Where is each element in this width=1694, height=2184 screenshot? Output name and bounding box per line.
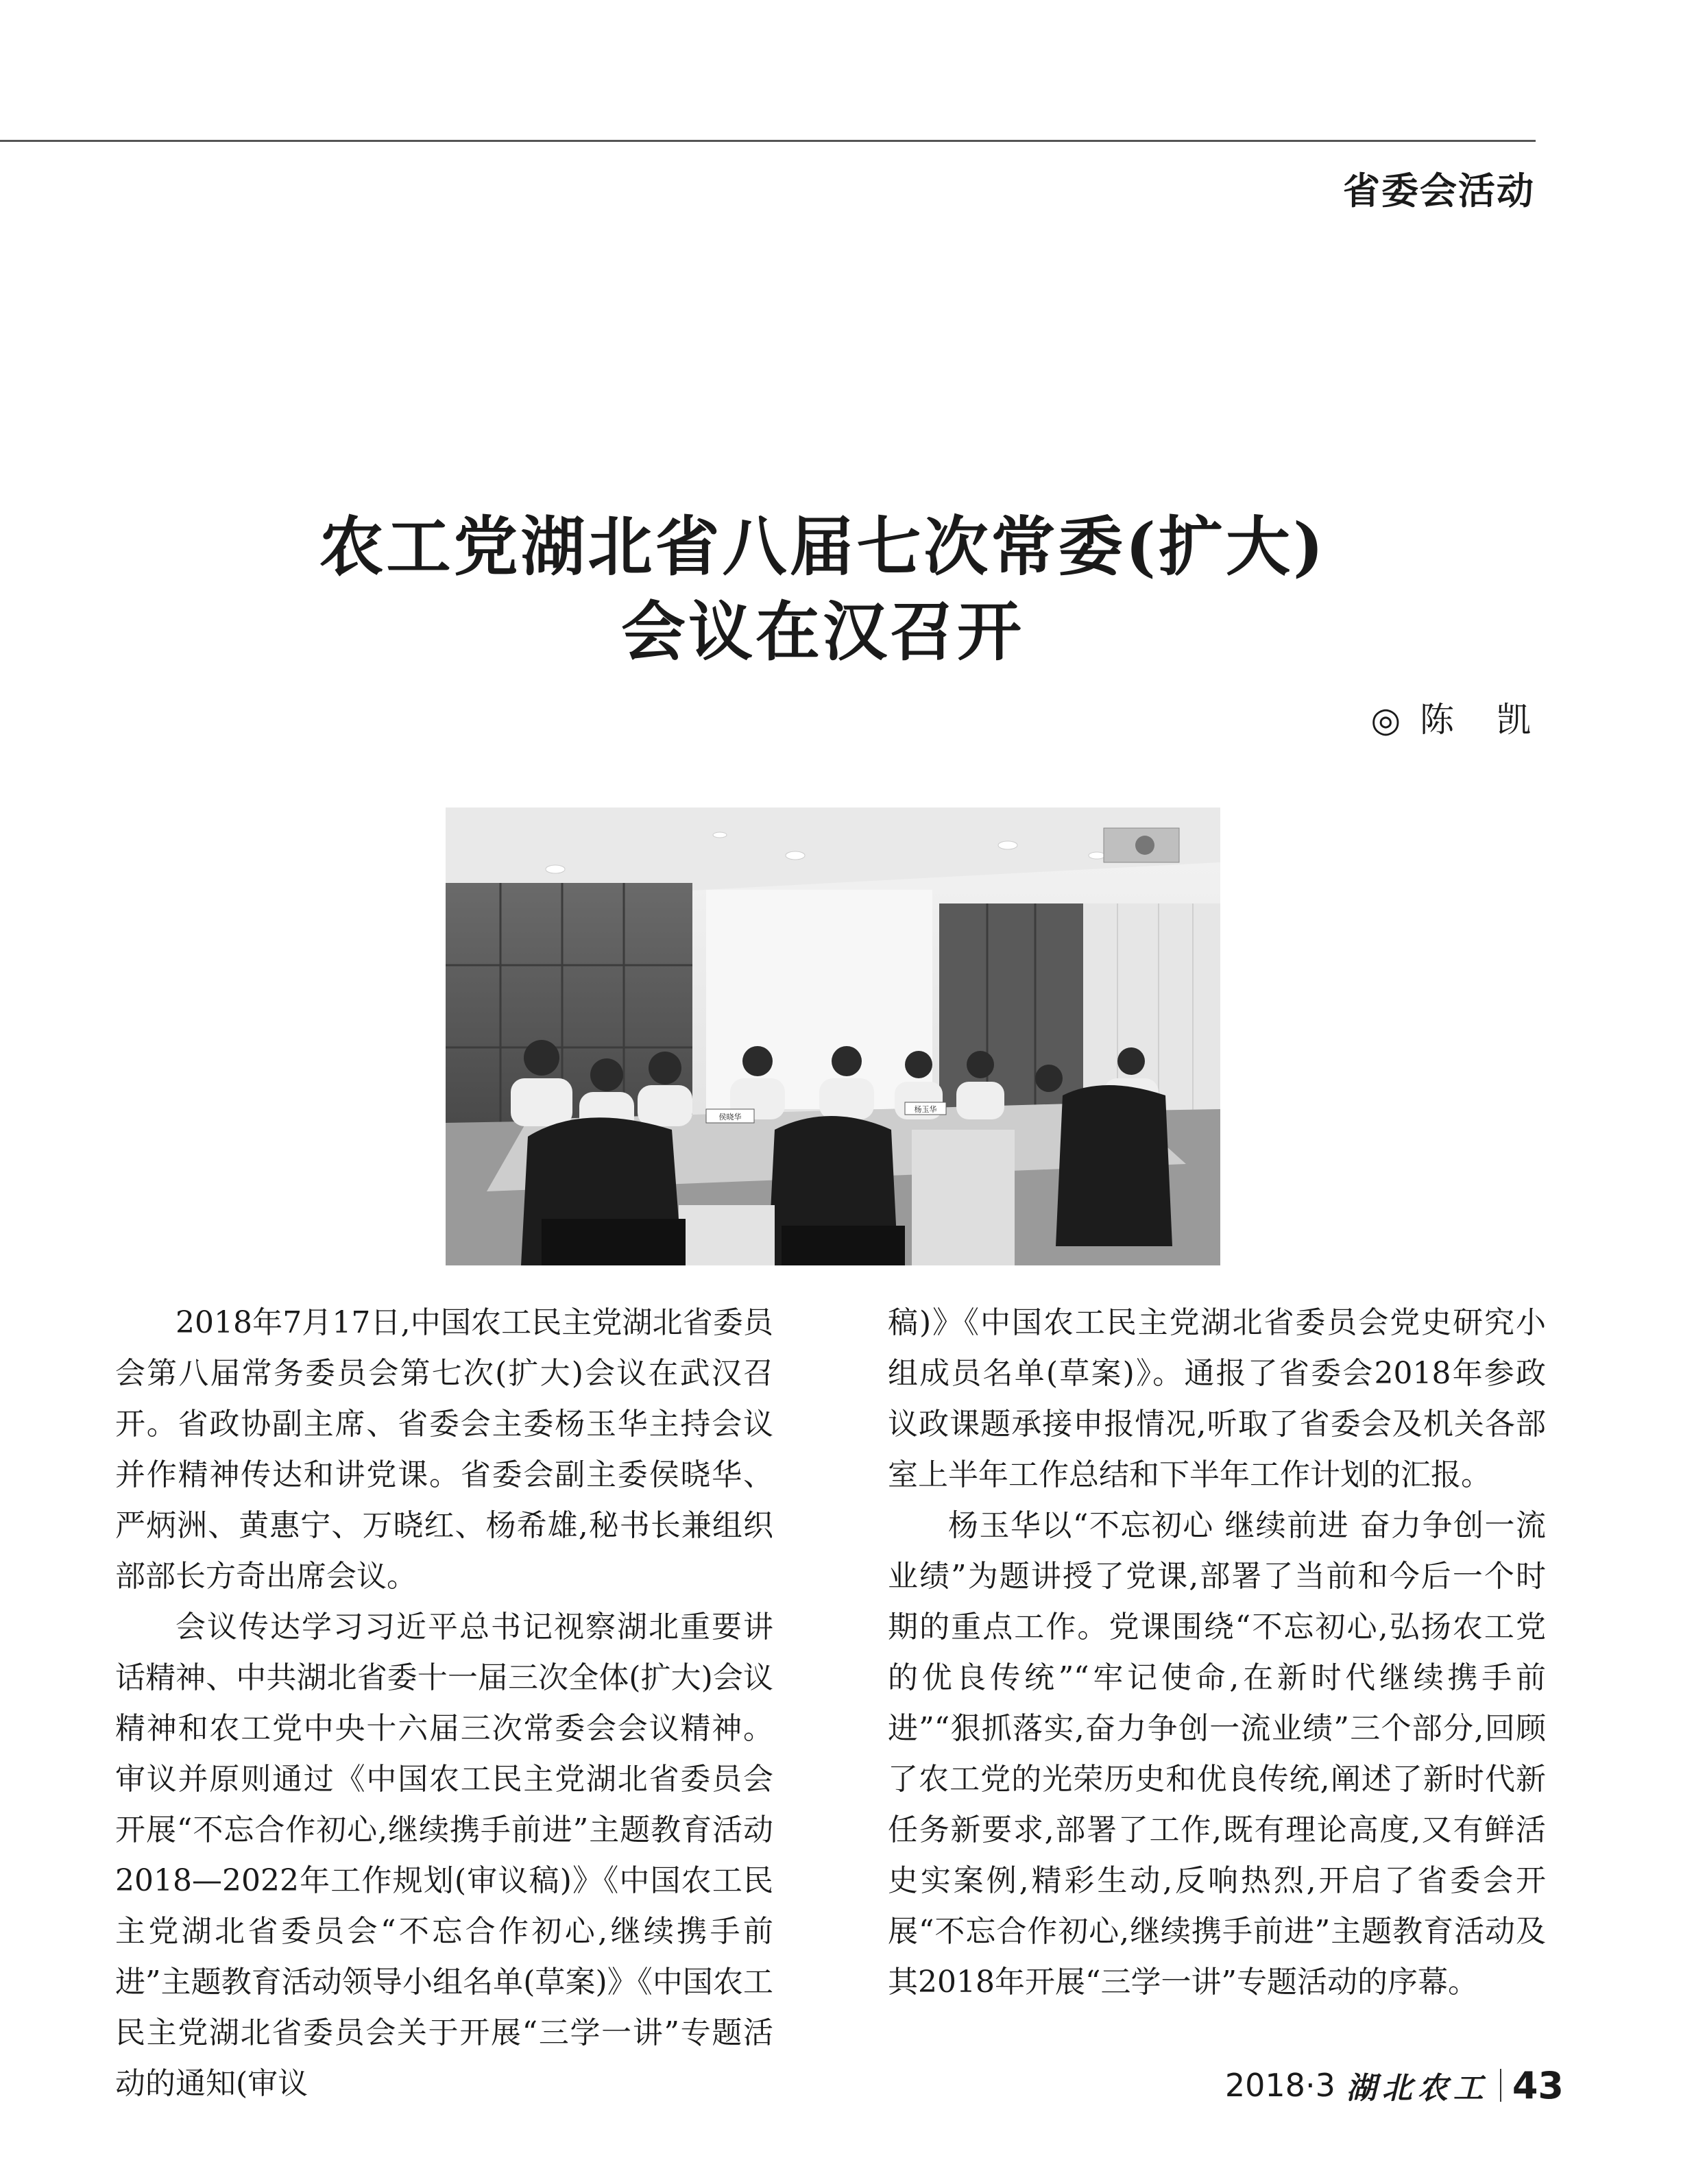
header-rule: [0, 140, 1536, 142]
magazine-logo: 湖北农工: [1346, 2071, 1489, 2106]
article-body-right-column: [888, 1298, 1546, 2008]
body-paragraph: 会议传达学习习近平总书记视察湖北重要讲话精神、中共湖北省委十一届三次全体(扩大)会议精神和农工党中央十六届三次常委会会议精神。审议并原则通过《中国农工民主党湖北省委员会开展“不忘合作初心,继续携手前进”主题教育活动2018—2022年工作规划(审议稿)》《中国农工民主党湖北省委员会“不忘合作初心,继续携手前进”主题教育活动领导小组名单(草案)》《中国农工民主党湖北省委员会关于开展“三学一讲”专题活动的通知(审议: [115, 1610, 773, 2101]
article-title-line-1: 农工党湖北省八届七次常委(扩大): [319, 509, 1327, 585]
nameplate-text-1: 侯晓华: [718, 1113, 742, 1121]
article-body-left-column: [115, 1298, 773, 2109]
page-number: 43: [1512, 2063, 1564, 2107]
body-paragraph: 稿)》《中国农工民主党湖北省委员会党史研究小组成员名单(草案)》。通报了省委会2018年参政议政课题承接申报情况,听取了省委会及机关各部室上半年工作总结和下半年工作计划的汇报。: [888, 1305, 1546, 1492]
page-footer: [1225, 2063, 1564, 2107]
footer-divider: [1500, 2069, 1501, 2102]
body-paragraph: 杨玉华以“不忘初心 继续前进 奋力争创一流业绩”为题讲授了党课,部署了当前和今后一个时期的重点工作。党课围绕“不忘初心,弘扬农工党的优良传统”“牢记使命,在新时代继续携手前进”“狠抓落实,奋力争创一流业绩”三个部分,回顾了农工党的光荣历史和优良传统,阐述了新时代新任务新要求,部署了工作,既有理论高度,又有鲜活史实案例,精彩生动,反响热烈,开启了省委会开展“不忘合作初心,继续携手前进”主题教育活动及其2018年开展“三学一讲”专题活动的序幕。: [888, 1508, 1546, 2000]
issue-number: 2018·3: [1224, 2067, 1335, 2104]
nameplate-text-2: 杨玉华: [914, 1105, 937, 1114]
meeting-photo: [446, 808, 1220, 1265]
section-title: 省委会活动: [1343, 169, 1535, 213]
author-byline: ◎ 陈 凯: [1370, 700, 1535, 740]
article-title-line-2: 会议在汉召开: [620, 594, 1024, 670]
body-paragraph: 2018年7月17日,中国农工民主党湖北省委员会第八届常务委员会第七次(扩大)会议在武汉召开。省政协副主席、省委会主委杨玉华主持会议并作精神传达和讲党课。省委会副主委侯晓华、严炳洲、黄惠宁、万晓红、杨希雄,秘书长兼组织部部长方奇出席会议。: [115, 1305, 773, 1594]
